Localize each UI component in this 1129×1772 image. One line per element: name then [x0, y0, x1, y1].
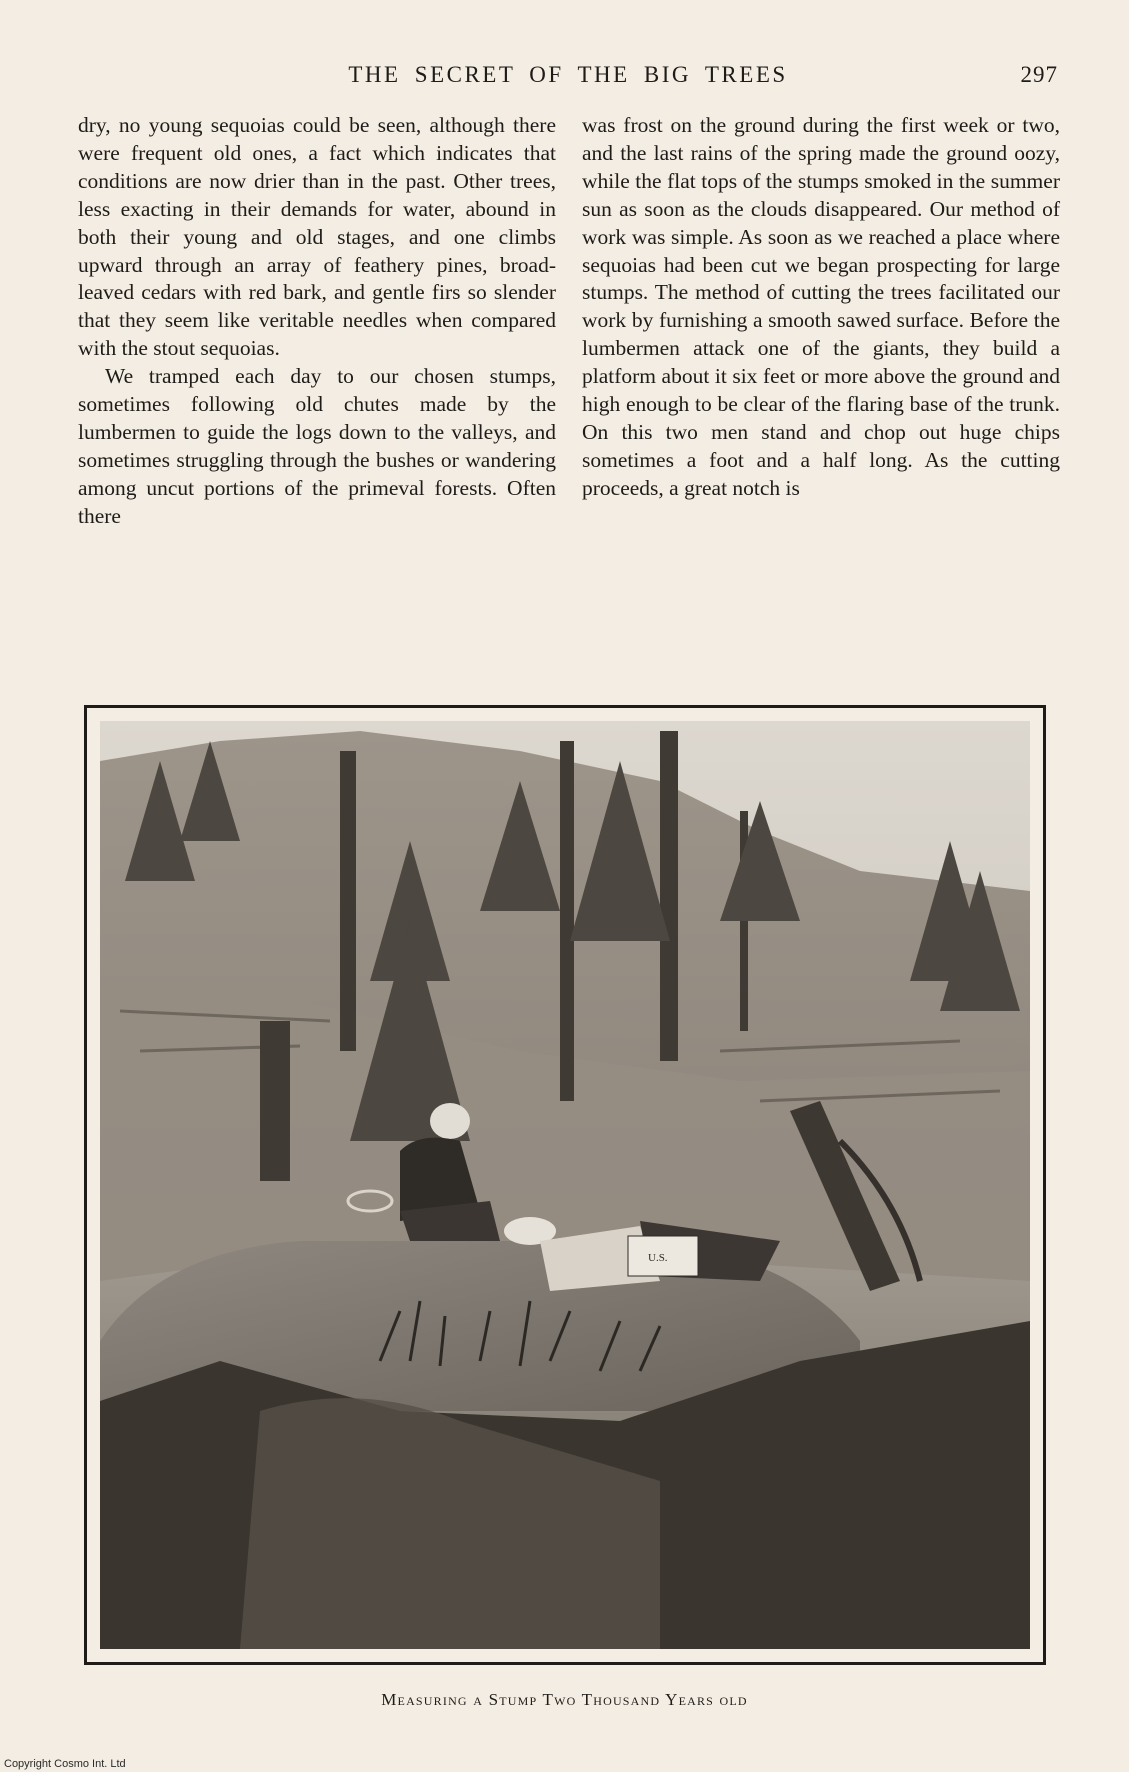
left-paragraph-2: We tramped each day to our chosen stumps, sometimes following old chutes made by the lumbermen to guide the logs down to the valleys, and sometimes struggling through the bushes or wandering among uncut portions of the primeval forests. Often there [78, 364, 556, 528]
box-label: U.S. [648, 1252, 668, 1264]
left-paragraph-1: dry, no young sequoias could be seen, although there were frequent old ones, a fact which indicates that conditions are now drier than in the past. Other trees, less exacting in their demands for water, abound in both their young and old stages, and one climbs upward through an array of feathery pines, broad-leaved cedars with red bark, and gentle firs so slender that they seem like veritable needles when compared with the stout sequoias. [78, 113, 556, 361]
running-title: THE SECRET OF THE BIG TREES [348, 62, 788, 87]
page-number: 297 [1020, 62, 1058, 87]
right-paragraph-1: was frost on the ground during the first week or two, and the last rains of the spring made the ground oozy, while the flat tops of the stumps smoked in the summer sun as soon as the clouds disappeared. Our method of work was simple. As soon as we reached a place where sequoias had been cut we began prospecting for large stumps. The method of cutting the trees facilitated our work by furnishing a smooth sawed surface. Before the lumbermen attack one of the giants, they build a platform about it six feet or more above the ground and high enough to be clear of the flaring base of the trunk. On this two men stand and chop out huge chips sometimes a foot and a half long. As the cutting proceeds, a great notch is [582, 113, 1060, 500]
left-column [78, 112, 556, 531]
stump-photograph [100, 721, 1030, 1649]
photo-illustration [100, 721, 1030, 1649]
figure-caption: Measuring a Stump Two Thousand Years old [381, 1690, 748, 1709]
running-head [78, 62, 1058, 94]
right-column [582, 112, 1060, 503]
figure-frame [84, 705, 1046, 1665]
copyright-notice: Copyright Cosmo Int. Ltd [4, 1758, 126, 1770]
